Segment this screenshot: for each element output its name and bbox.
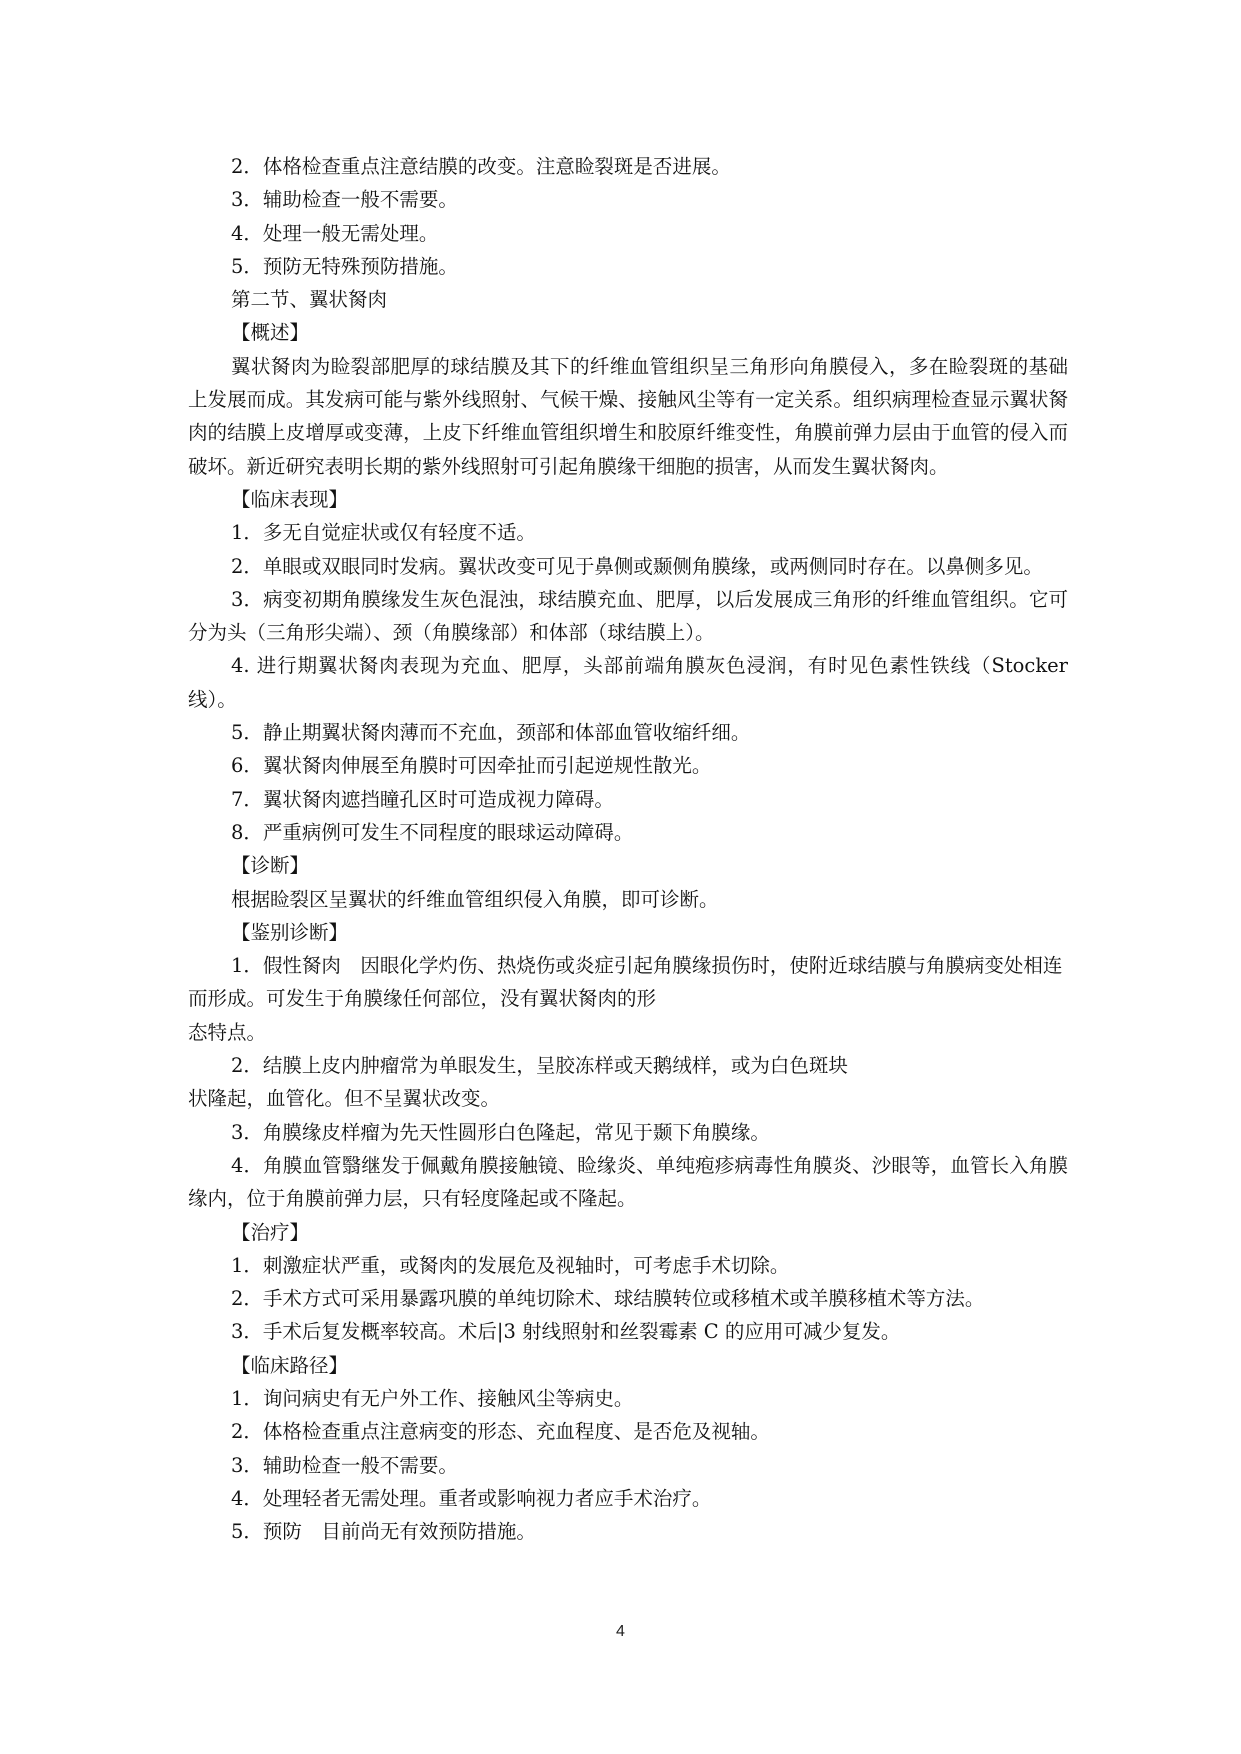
paragraph: 4．处理轻者无需处理。重者或影响视力者应手术治疗。 [231, 1486, 712, 1510]
paragraph: 3．辅助检查一般不需要。 [231, 1453, 458, 1477]
paragraph-continuation: 态特点。 [188, 1020, 267, 1044]
paragraph: 8．严重病例可发生不同程度的眼球运动障碍。 [231, 820, 634, 844]
page-number: 4 [616, 1623, 625, 1640]
paragraph: 6．翼状胬肉伸展至角膜时可因牵扯而引起逆规性散光。 [231, 754, 712, 778]
paragraph: 翼状胬肉为睑裂部肥厚的球结膜及其下的纤维血管组织呈三角形向角膜侵入，多在睑裂斑的基础上发展而成。其发病可能与紫外线照射、气候干燥、接触风尘等有一定关系。组织病理检查显示翼状胬肉的结膜上皮增厚或变薄，上皮下纤维血管组织增生和胶原纤维变性，角膜前弹力层由于血管的侵入而破坏。新近研究表明长期的紫外线照射可引起角膜缘干细胞的损害，从而发生翼状胬肉。 [188, 354, 1068, 478]
subheading-treatment: 【治疗】 [231, 1220, 310, 1244]
subheading-clinical: 【临床表现】 [231, 487, 349, 511]
paragraph: 4．角膜血管翳继发于佩戴角膜接触镜、睑缘炎、单纯疱疹病毒性角膜炎、沙眼等，血管长入角膜缘内，位于角膜前弹力层，只有轻度隆起或不隆起。 [188, 1153, 1068, 1211]
subheading-overview: 【概述】 [231, 321, 310, 345]
paragraph: 2．单眼或双眼同时发病。翼状改变可见于鼻侧或颞侧角膜缘，或两侧同时存在。以鼻侧多见。 [231, 554, 1043, 578]
subheading-differential: 【鉴别诊断】 [231, 920, 349, 944]
paragraph: 5．预防 目前尚无有效预防措施。 [231, 1520, 536, 1544]
paragraph: 5．静止期翼状胬肉薄而不充血，颈部和体部血管收缩纤细。 [231, 721, 751, 745]
paragraph: 4. 进行期翼状胬肉表现为充血、肥厚，头部前端角膜灰色浸润，有时见色素性铁线（Stocker线）。 [188, 654, 1068, 711]
paragraph: 1．刺激症状严重，或胬肉的发展危及视轴时，可考虑手术切除。 [231, 1253, 790, 1277]
paragraph: 根据睑裂区呈翼状的纤维血管组织侵入角膜，即可诊断。 [231, 887, 719, 911]
section-heading: 第二节、翼状胬肉 [231, 288, 388, 312]
paragraph: 2．手术方式可采用暴露巩膜的单纯切除术、球结膜转位或移植术或羊膜移植术等方法。 [231, 1287, 985, 1311]
paragraph-continuation: 状隆起，血管化。但不呈翼状改变。 [188, 1087, 501, 1111]
paragraph: 1．询问病史有无户外工作、接触风尘等病史。 [231, 1386, 634, 1410]
paragraph: 2．体格检查重点注意病变的形态、充血程度、是否危及视轴。 [231, 1420, 770, 1444]
paragraph: 4．处理一般无需处理。 [231, 221, 439, 245]
paragraph: 3．手术后复发概率较高。术后|3 射线照射和丝裂霉素 C 的应用可减少复发。 [231, 1320, 901, 1344]
paragraph: 5．预防无特殊预防措施。 [231, 254, 458, 278]
paragraph: 3．病变初期角膜缘发生灰色混浊，球结膜充血、肥厚，以后发展成三角形的纤维血管组织。它可分为头（三角形尖端）、颈（角膜缘部）和体部（球结膜上）。 [188, 587, 1068, 645]
paragraph: 3．角膜缘皮样瘤为先天性圆形白色隆起，常见于颞下角膜缘。 [231, 1120, 770, 1144]
paragraph: 2．体格检查重点注意结膜的改变。注意睑裂斑是否进展。 [231, 155, 731, 178]
subheading-diagnosis: 【诊断】 [231, 854, 310, 878]
body-text [188, 150, 1068, 1548]
paragraph: 1．假性胬肉 因眼化学灼伤、热烧伤或炎症引起角膜缘损伤时，使附近球结膜与角膜病变处相连而形成。可发生于角膜缘任何部位，没有翼状胬肉的形 [188, 954, 1063, 1011]
paragraph: 1．多无自觉症状或仅有轻度不适。 [231, 521, 536, 545]
subheading-clinical-path: 【临床路径】 [231, 1353, 349, 1377]
paragraph: 2．结膜上皮内肿瘤常为单眼发生，呈胶冻样或天鹅绒样，或为白色斑块 [231, 1054, 848, 1078]
paragraph: 7．翼状胬肉遮挡瞳孔区时可造成视力障碍。 [231, 787, 614, 811]
paragraph: 3．辅助检查一般不需要。 [231, 188, 458, 212]
